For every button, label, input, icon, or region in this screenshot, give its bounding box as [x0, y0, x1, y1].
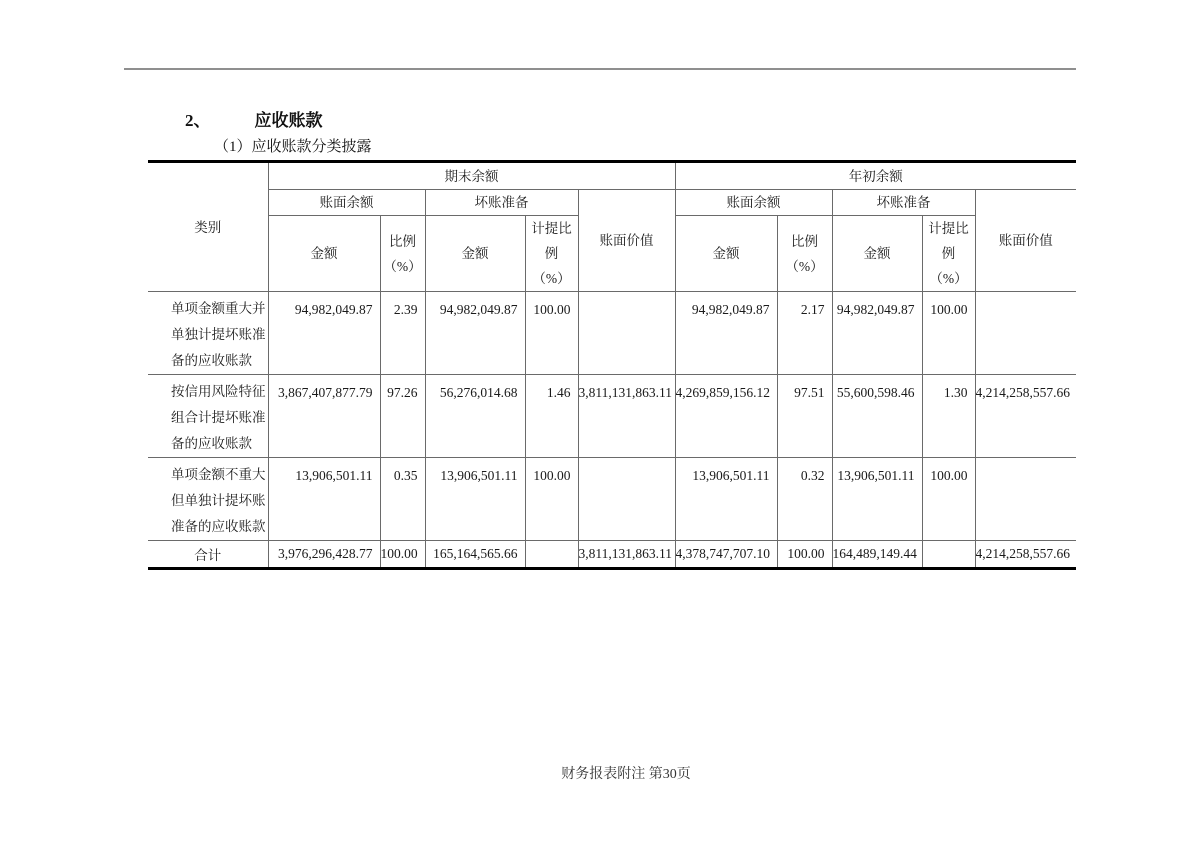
- cell-provision-end: 56,276,014.68: [425, 375, 525, 458]
- table-total-row: [148, 541, 1076, 569]
- cell-total-carrying-value-start: 4,214,258,557.66: [975, 546, 1070, 561]
- col-header-ratio-start: 比例 （%）: [777, 216, 832, 292]
- cell-total-ratio-end: 100.00: [380, 541, 425, 569]
- page-footer: 财务报表附注 第30页: [561, 767, 691, 782]
- cell-carrying-value-end: [578, 458, 675, 541]
- cell-ratio-start: 0.32: [777, 458, 832, 541]
- cell-category: 单项金额不重大 但单独计提坏账 准备的应收账款: [148, 458, 268, 541]
- cell-ratio-start: 2.17: [777, 292, 832, 375]
- cell-provision-start: 94,982,049.87: [832, 292, 922, 375]
- cell-amount-end: 3,867,407,877.79: [268, 375, 380, 458]
- cell-amount-end: 13,906,501.11: [268, 458, 380, 541]
- cell-amount-end: 94,982,049.87: [268, 292, 380, 375]
- cell-ratio-start: 97.51: [777, 375, 832, 458]
- col-header-period-end-balance: 期末余额: [268, 162, 675, 190]
- cell-provision-end: 94,982,049.87: [425, 292, 525, 375]
- table-row: [148, 458, 1076, 541]
- cell-carrying-value-start: [975, 292, 1076, 375]
- cell-provision-end: 13,906,501.11: [425, 458, 525, 541]
- col-header-carrying-value-end: 账面价值: [578, 190, 675, 292]
- cell-ratio-end: 0.35: [380, 458, 425, 541]
- col-header-amount-start-book: 金额: [675, 216, 777, 292]
- cell-ratio-end: 2.39: [380, 292, 425, 375]
- cell-total-provision-ratio-start: [922, 541, 975, 569]
- cell-total-provision-start: 164,489,149.44: [832, 541, 922, 569]
- cell-provision-ratio-end: 1.46: [525, 375, 578, 458]
- cell-amount-start: 94,982,049.87: [675, 292, 777, 375]
- receivables-classification-table: [148, 160, 1076, 570]
- cell-total-amount-start: 4,378,747,707.10: [675, 541, 777, 569]
- col-header-ratio-end: 比例 （%）: [380, 216, 425, 292]
- cell-provision-ratio-start: 100.00: [922, 292, 975, 375]
- col-header-carrying-value-start: 账面价值: [975, 190, 1076, 292]
- cell-provision-ratio-start: 100.00: [922, 458, 975, 541]
- section-title: 应收账款: [254, 111, 323, 130]
- cell-total-provision-ratio-end: [525, 541, 578, 569]
- col-header-bad-debt-provision-end: 坏账准备: [425, 190, 578, 216]
- col-header-period-start-balance: 年初余额: [675, 162, 1076, 190]
- cell-carrying-value-end: 3,811,131,863.11: [578, 375, 675, 458]
- section-heading: [185, 106, 323, 131]
- cell-provision-ratio-start: 1.30: [922, 375, 975, 458]
- cell-provision-start: 13,906,501.11: [832, 458, 922, 541]
- cell-total-ratio-start: 100.00: [777, 541, 832, 569]
- cell-total-carrying-value-end: 3,811,131,863.11: [578, 541, 675, 569]
- cell-category: 单项金额重大并 单独计提坏账准 备的应收账款: [148, 292, 268, 375]
- cell-amount-start: 13,906,501.11: [675, 458, 777, 541]
- cell-carrying-value-start: 4,214,258,557.66: [975, 375, 1076, 458]
- cell-provision-ratio-end: 100.00: [525, 458, 578, 541]
- cell-total-label: 合计: [148, 541, 268, 569]
- cell-total-amount-end: 3,976,296,428.77: [268, 541, 380, 569]
- col-header-book-balance-end: 账面余额: [268, 190, 425, 216]
- cell-provision-start: 55,600,598.46: [832, 375, 922, 458]
- cell-carrying-value-start: [975, 458, 1076, 541]
- col-header-provision-ratio-end: 计提比 例 （%）: [525, 216, 578, 292]
- cell-provision-ratio-end: 100.00: [525, 292, 578, 375]
- cell-ratio-end: 97.26: [380, 375, 425, 458]
- col-header-bad-debt-provision-start: 坏账准备: [832, 190, 975, 216]
- col-header-book-balance-start: 账面余额: [675, 190, 832, 216]
- cell-carrying-value-end: [578, 292, 675, 375]
- page-header-rule: [124, 68, 1076, 70]
- col-header-amount-end-book: 金额: [268, 216, 380, 292]
- cell-total-provision-end: 165,164,565.66: [425, 541, 525, 569]
- cell-category: 按信用风险特征 组合计提坏账准 备的应收账款: [148, 375, 268, 458]
- subsection-title: （1）应收账款分类披露: [214, 139, 372, 155]
- table-row: [148, 375, 1076, 458]
- col-header-provision-ratio-start: 计提比 例 （%）: [922, 216, 975, 292]
- section-number: 2、: [185, 111, 211, 130]
- col-header-amount-start-provision: 金额: [832, 216, 922, 292]
- col-header-category: 类别: [148, 162, 268, 292]
- table-row: [148, 292, 1076, 375]
- col-header-amount-end-provision: 金额: [425, 216, 525, 292]
- cell-amount-start: 4,269,859,156.12: [675, 375, 777, 458]
